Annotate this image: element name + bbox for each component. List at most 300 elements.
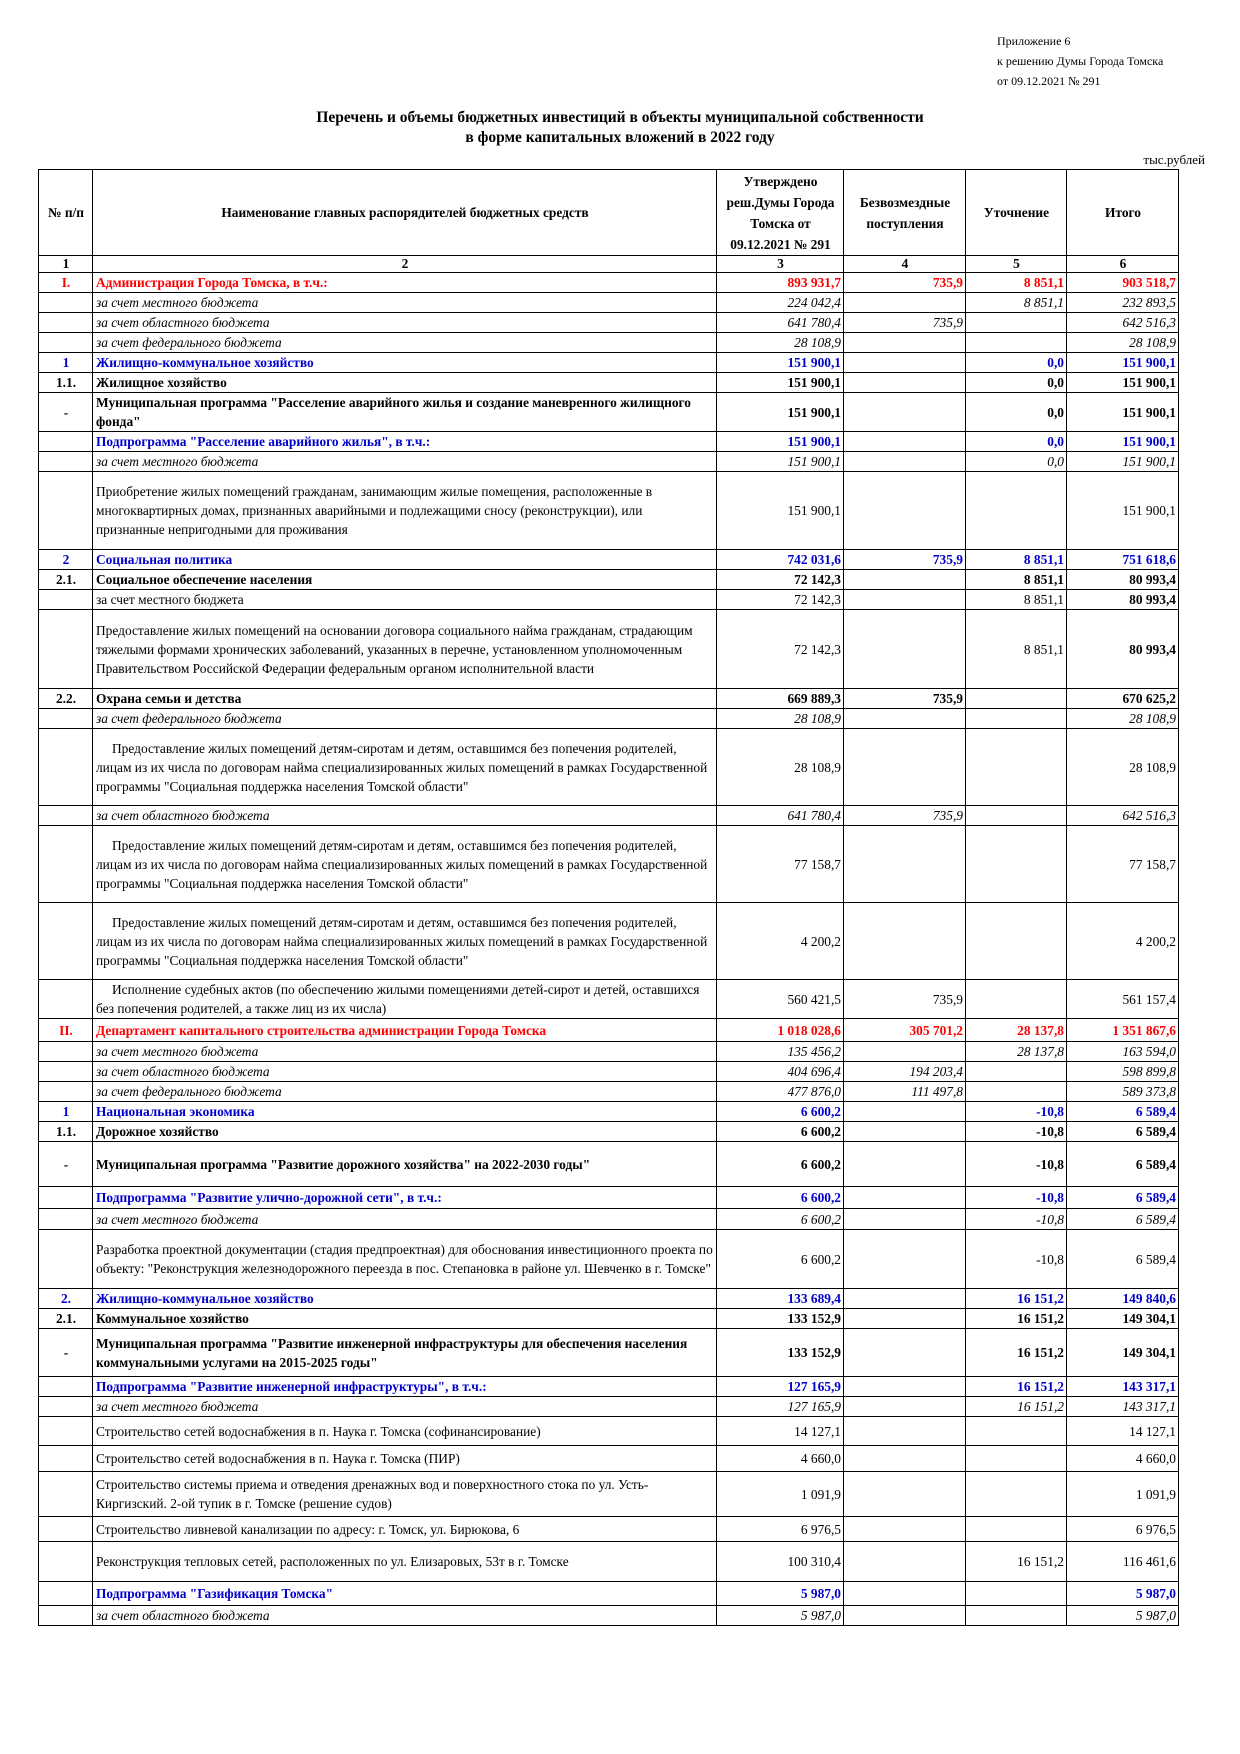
approved-cell: 100 310,4 <box>717 1542 844 1582</box>
clarification-cell: 0,0 <box>966 353 1067 373</box>
row-number-cell: - <box>39 1142 93 1187</box>
table-row <box>39 472 1179 550</box>
row-name-cell: Подпрограмма "Газификация Томска" <box>93 1582 717 1606</box>
gratuitous-cell <box>844 1517 966 1542</box>
row-name-cell: за счет федерального бюджета <box>93 1082 717 1102</box>
approved-cell: 28 108,9 <box>717 333 844 353</box>
approved-cell: 133 152,9 <box>717 1329 844 1377</box>
total-cell: 80 993,4 <box>1067 590 1179 610</box>
row-name-cell: Подпрограмма "Расселение аварийного жилья", в т.ч.: <box>93 432 717 452</box>
row-name-cell: Социальная политика <box>93 550 717 570</box>
clarification-cell: -10,8 <box>966 1102 1067 1122</box>
gratuitous-cell <box>844 1122 966 1142</box>
table-row <box>39 610 1179 689</box>
approved-cell: 1 091,9 <box>717 1472 844 1517</box>
total-cell: 6 589,4 <box>1067 1187 1179 1209</box>
clarification-cell: -10,8 <box>966 1209 1067 1230</box>
row-name-cell: за счет федерального бюджета <box>93 709 717 729</box>
row-number-cell <box>39 1397 93 1417</box>
row-number-cell <box>39 472 93 550</box>
approved-cell: 28 108,9 <box>717 709 844 729</box>
approved-cell: 477 876,0 <box>717 1082 844 1102</box>
total-cell: 151 900,1 <box>1067 472 1179 550</box>
header-approved: Утверждено реш.Думы Города Томска от 09.12.2021 № 291 <box>717 170 844 256</box>
approved-cell: 151 900,1 <box>717 393 844 432</box>
row-name-cell: Муниципальная программа "Развитие дорожного хозяйства" на 2022-2030 годы" <box>93 1142 717 1187</box>
row-number-cell <box>39 313 93 333</box>
approved-cell: 151 900,1 <box>717 452 844 472</box>
approved-cell: 224 042,4 <box>717 293 844 313</box>
row-name-cell: Жилищно-коммунальное хозяйство <box>93 353 717 373</box>
column-number: 1 <box>39 256 93 273</box>
row-number-cell <box>39 903 93 980</box>
approved-cell: 133 152,9 <box>717 1309 844 1329</box>
table-row <box>39 903 1179 980</box>
approved-cell: 135 456,2 <box>717 1042 844 1062</box>
clarification-cell: 16 151,2 <box>966 1289 1067 1309</box>
gratuitous-cell <box>844 1209 966 1230</box>
table-row <box>39 1142 1179 1187</box>
total-cell: 143 317,1 <box>1067 1397 1179 1417</box>
clarification-cell: 16 151,2 <box>966 1377 1067 1397</box>
row-number-cell <box>39 1082 93 1102</box>
appendix-line-1: Приложение 6 <box>997 34 1071 48</box>
total-cell: 77 158,7 <box>1067 826 1179 903</box>
gratuitous-cell <box>844 1582 966 1606</box>
gratuitous-cell <box>844 570 966 590</box>
row-number-cell: 1.1. <box>39 373 93 393</box>
column-number: 2 <box>93 256 717 273</box>
row-number-cell <box>39 709 93 729</box>
approved-cell: 72 142,3 <box>717 570 844 590</box>
gratuitous-cell <box>844 826 966 903</box>
table-row <box>39 689 1179 709</box>
total-cell: 642 516,3 <box>1067 806 1179 826</box>
table-row <box>39 570 1179 590</box>
row-name-cell: за счет областного бюджета <box>93 806 717 826</box>
row-name-cell: Приобретение жилых помещений гражданам, занимающим жилые помещения, расположенные в многоквартирных домах, признанных аварийными и подлежащими сносу (реконструкции), или признанные непригодными для проживания <box>93 472 717 550</box>
table-row <box>39 393 1179 432</box>
row-number-cell: II. <box>39 1019 93 1042</box>
gratuitous-cell <box>844 1417 966 1446</box>
header-name: Наименование главных распорядителей бюджетных средств <box>93 170 717 256</box>
total-cell: 14 127,1 <box>1067 1417 1179 1446</box>
row-name-cell: Департамент капитального строительства администрации Города Томска <box>93 1019 717 1042</box>
clarification-cell: -10,8 <box>966 1187 1067 1209</box>
approved-cell: 6 600,2 <box>717 1187 844 1209</box>
appendix-line-2: к решению Думы Города Томска <box>997 54 1164 68</box>
approved-cell: 127 165,9 <box>717 1377 844 1397</box>
approved-cell: 1 018 028,6 <box>717 1019 844 1042</box>
row-name-cell: за счет областного бюджета <box>93 313 717 333</box>
table-row <box>39 826 1179 903</box>
approved-cell: 641 780,4 <box>717 806 844 826</box>
total-cell: 149 304,1 <box>1067 1309 1179 1329</box>
total-cell: 1 351 867,6 <box>1067 1019 1179 1042</box>
table-row <box>39 590 1179 610</box>
approved-cell: 133 689,4 <box>717 1289 844 1309</box>
table-row <box>39 1329 1179 1377</box>
row-number-cell <box>39 980 93 1019</box>
gratuitous-cell <box>844 1102 966 1122</box>
table-row <box>39 550 1179 570</box>
row-name-cell: Жилищно-коммунальное хозяйство <box>93 1289 717 1309</box>
column-number: 4 <box>844 256 966 273</box>
gratuitous-cell: 735,9 <box>844 689 966 709</box>
table-row <box>39 1517 1179 1542</box>
table-row <box>39 1417 1179 1446</box>
clarification-cell: 16 151,2 <box>966 1329 1067 1377</box>
table-row <box>39 1289 1179 1309</box>
unit-label: тыс.рублей <box>1143 152 1205 167</box>
approved-cell: 151 900,1 <box>717 373 844 393</box>
row-number-cell: 1 <box>39 1102 93 1122</box>
table-row <box>39 1209 1179 1230</box>
clarification-cell <box>966 472 1067 550</box>
clarification-cell: 8 851,1 <box>966 570 1067 590</box>
total-cell: 232 893,5 <box>1067 293 1179 313</box>
row-number-cell: 2. <box>39 1289 93 1309</box>
row-name-cell: Национальная экономика <box>93 1102 717 1122</box>
table-row <box>39 1082 1179 1102</box>
row-name-cell: Подпрограмма "Развитие улично-дорожной сети", в т.ч.: <box>93 1187 717 1209</box>
gratuitous-cell <box>844 1377 966 1397</box>
row-name-cell: Строительство системы приема и отведения дренажных вод и поверхностного стока по ул. Усть-Киргизский. 2-ой тупик в г. Томске (решение судов) <box>93 1472 717 1517</box>
table-row <box>39 432 1179 452</box>
table-row <box>39 273 1179 293</box>
row-number-cell <box>39 1209 93 1230</box>
row-name-cell: Муниципальная программа "Расселение аварийного жилья и создание маневренного жилищного фонда" <box>93 393 717 432</box>
total-cell: 598 899,8 <box>1067 1062 1179 1082</box>
row-number-cell: - <box>39 393 93 432</box>
approved-cell: 6 600,2 <box>717 1122 844 1142</box>
gratuitous-cell <box>844 590 966 610</box>
clarification-cell: -10,8 <box>966 1230 1067 1289</box>
total-cell: 6 976,5 <box>1067 1517 1179 1542</box>
table-row <box>39 373 1179 393</box>
approved-cell: 72 142,3 <box>717 610 844 689</box>
gratuitous-cell <box>844 1606 966 1626</box>
header-total: Итого <box>1067 170 1179 256</box>
row-number-cell <box>39 806 93 826</box>
row-name-cell: за счет федерального бюджета <box>93 333 717 353</box>
clarification-cell <box>966 729 1067 806</box>
clarification-cell <box>966 1082 1067 1102</box>
approved-cell: 4 660,0 <box>717 1446 844 1472</box>
gratuitous-cell <box>844 1446 966 1472</box>
clarification-cell: -10,8 <box>966 1122 1067 1142</box>
total-cell: 149 840,6 <box>1067 1289 1179 1309</box>
clarification-cell <box>966 1446 1067 1472</box>
gratuitous-cell: 735,9 <box>844 550 966 570</box>
row-number-cell: - <box>39 1329 93 1377</box>
header-num: № п/п <box>39 170 93 256</box>
clarification-cell: 8 851,1 <box>966 273 1067 293</box>
gratuitous-cell <box>844 729 966 806</box>
table-row <box>39 1309 1179 1329</box>
total-cell: 28 108,9 <box>1067 333 1179 353</box>
clarification-cell: 8 851,1 <box>966 590 1067 610</box>
row-name-cell: за счет местного бюджета <box>93 590 717 610</box>
gratuitous-cell <box>844 1329 966 1377</box>
gratuitous-cell <box>844 1472 966 1517</box>
row-number-cell: 2.2. <box>39 689 93 709</box>
row-name-cell: за счет местного бюджета <box>93 1042 717 1062</box>
total-cell: 903 518,7 <box>1067 273 1179 293</box>
clarification-cell: 28 137,8 <box>966 1019 1067 1042</box>
total-cell: 4 200,2 <box>1067 903 1179 980</box>
row-number-cell <box>39 1542 93 1582</box>
gratuitous-cell: 735,9 <box>844 980 966 1019</box>
clarification-cell <box>966 1517 1067 1542</box>
approved-cell: 72 142,3 <box>717 590 844 610</box>
clarification-cell <box>966 333 1067 353</box>
table-row <box>39 1122 1179 1142</box>
clarification-cell <box>966 806 1067 826</box>
table-row <box>39 1042 1179 1062</box>
gratuitous-cell <box>844 393 966 432</box>
header-gratuitous: Безвозмездные поступления <box>844 170 966 256</box>
row-name-cell: Коммунальное хозяйство <box>93 1309 717 1329</box>
row-number-cell <box>39 1517 93 1542</box>
clarification-cell <box>966 1606 1067 1626</box>
approved-cell: 4 200,2 <box>717 903 844 980</box>
table-row <box>39 1472 1179 1517</box>
approved-cell: 151 900,1 <box>717 353 844 373</box>
total-cell: 151 900,1 <box>1067 432 1179 452</box>
appendix-note <box>997 31 1163 91</box>
row-number-cell: 1 <box>39 353 93 373</box>
row-name-cell: Социальное обеспечение населения <box>93 570 717 590</box>
clarification-cell <box>966 826 1067 903</box>
table-row <box>39 1446 1179 1472</box>
row-name-cell: Охрана семьи и детства <box>93 689 717 709</box>
gratuitous-cell: 305 701,2 <box>844 1019 966 1042</box>
row-name-cell: за счет местного бюджета <box>93 452 717 472</box>
row-name-cell: за счет местного бюджета <box>93 1209 717 1230</box>
total-cell: 151 900,1 <box>1067 353 1179 373</box>
total-cell: 5 987,0 <box>1067 1582 1179 1606</box>
row-number-cell <box>39 826 93 903</box>
row-number-cell: 2 <box>39 550 93 570</box>
title-line-1: Перечень и объемы бюджетных инвестиций в объекты муниципальной собственности <box>316 109 924 126</box>
column-number: 5 <box>966 256 1067 273</box>
table-row <box>39 452 1179 472</box>
row-name-cell: Подпрограмма "Развитие инженерной инфраструктуры", в т.ч.: <box>93 1377 717 1397</box>
header-clarification: Уточнение <box>966 170 1067 256</box>
gratuitous-cell <box>844 1187 966 1209</box>
row-number-cell <box>39 1377 93 1397</box>
gratuitous-cell <box>844 1289 966 1309</box>
row-name-cell: Предоставление жилых помещений детям-сиротам и детям, оставшимся без попечения родителей, лицам из их числа по договорам найма специализированных жилых помещений в рамках Государственной программы "Социальная поддержка населения Томской области" <box>93 903 717 980</box>
gratuitous-cell <box>844 1397 966 1417</box>
row-name-cell: Жилищное хозяйство <box>93 373 717 393</box>
table-row <box>39 729 1179 806</box>
row-name-cell: Администрация Города Томска, в т.ч.: <box>93 273 717 293</box>
total-cell: 4 660,0 <box>1067 1446 1179 1472</box>
document-title <box>0 108 1240 148</box>
row-number-cell <box>39 1187 93 1209</box>
total-cell: 589 373,8 <box>1067 1082 1179 1102</box>
appendix-line-3: от 09.12.2021 № 291 <box>997 74 1101 88</box>
row-number-cell <box>39 1606 93 1626</box>
row-name-cell: Предоставление жилых помещений детям-сиротам и детям, оставшимся без попечения родителей, лицам из их числа по договорам найма специализированных жилых помещений в рамках Государственной программы "Социальная поддержка населения Томской области" <box>93 729 717 806</box>
gratuitous-cell <box>844 373 966 393</box>
row-number-cell <box>39 452 93 472</box>
row-name-cell: Разработка проектной документации (стадия предпроектная) для обоснования инвестиционного проекта по объекту: "Реконструкция железнодорожного переезда в пос. Степановка в районе ул. Шевченко в г. Томске" <box>93 1230 717 1289</box>
clarification-cell: 0,0 <box>966 393 1067 432</box>
total-cell: 1 091,9 <box>1067 1472 1179 1517</box>
clarification-cell: 8 851,1 <box>966 293 1067 313</box>
approved-cell: 6 600,2 <box>717 1142 844 1187</box>
gratuitous-cell <box>844 472 966 550</box>
approved-cell: 127 165,9 <box>717 1397 844 1417</box>
row-number-cell <box>39 1062 93 1082</box>
column-number: 6 <box>1067 256 1179 273</box>
investment-table <box>38 169 1179 1626</box>
row-name-cell: Строительство ливневой канализации по адресу: г. Томск, ул. Бирюкова, 6 <box>93 1517 717 1542</box>
approved-cell: 404 696,4 <box>717 1062 844 1082</box>
approved-cell: 6 600,2 <box>717 1230 844 1289</box>
row-number-cell <box>39 590 93 610</box>
table-row <box>39 1230 1179 1289</box>
table-row <box>39 1397 1179 1417</box>
total-cell: 6 589,4 <box>1067 1209 1179 1230</box>
total-cell: 5 987,0 <box>1067 1606 1179 1626</box>
gratuitous-cell: 111 497,8 <box>844 1082 966 1102</box>
row-number-cell: 2.1. <box>39 1309 93 1329</box>
approved-cell: 77 158,7 <box>717 826 844 903</box>
total-cell: 6 589,4 <box>1067 1122 1179 1142</box>
row-number-cell <box>39 1472 93 1517</box>
table-row <box>39 806 1179 826</box>
gratuitous-cell: 735,9 <box>844 313 966 333</box>
gratuitous-cell <box>844 353 966 373</box>
clarification-cell <box>966 709 1067 729</box>
approved-cell: 6 976,5 <box>717 1517 844 1542</box>
table-row <box>39 293 1179 313</box>
row-number-cell <box>39 432 93 452</box>
table-row <box>39 1377 1179 1397</box>
clarification-cell <box>966 313 1067 333</box>
clarification-cell: 16 151,2 <box>966 1397 1067 1417</box>
total-cell: 151 900,1 <box>1067 373 1179 393</box>
gratuitous-cell <box>844 333 966 353</box>
table-row <box>39 1582 1179 1606</box>
table-row <box>39 313 1179 333</box>
total-cell: 28 108,9 <box>1067 709 1179 729</box>
clarification-cell: 16 151,2 <box>966 1542 1067 1582</box>
clarification-cell: 8 851,1 <box>966 550 1067 570</box>
total-cell: 6 589,4 <box>1067 1102 1179 1122</box>
approved-cell: 151 900,1 <box>717 432 844 452</box>
total-cell: 6 589,4 <box>1067 1230 1179 1289</box>
total-cell: 80 993,4 <box>1067 570 1179 590</box>
gratuitous-cell <box>844 293 966 313</box>
approved-cell: 641 780,4 <box>717 313 844 333</box>
gratuitous-cell: 194 203,4 <box>844 1062 966 1082</box>
row-number-cell <box>39 1230 93 1289</box>
gratuitous-cell: 735,9 <box>844 806 966 826</box>
gratuitous-cell: 735,9 <box>844 273 966 293</box>
approved-cell: 28 108,9 <box>717 729 844 806</box>
gratuitous-cell <box>844 432 966 452</box>
row-number-cell <box>39 1417 93 1446</box>
row-number-cell: 1.1. <box>39 1122 93 1142</box>
approved-cell: 151 900,1 <box>717 472 844 550</box>
row-name-cell: за счет местного бюджета <box>93 293 717 313</box>
table-row <box>39 1187 1179 1209</box>
total-cell: 80 993,4 <box>1067 610 1179 689</box>
row-name-cell: за счет областного бюджета <box>93 1062 717 1082</box>
row-name-cell: Предоставление жилых помещений детям-сиротам и детям, оставшимся без попечения родителей, лицам из их числа по договорам найма специализированных жилых помещений в рамках Государственной программы "Социальная поддержка населения Томской области" <box>93 826 717 903</box>
total-cell: 149 304,1 <box>1067 1329 1179 1377</box>
gratuitous-cell <box>844 610 966 689</box>
total-cell: 116 461,6 <box>1067 1542 1179 1582</box>
row-number-cell: 2.1. <box>39 570 93 590</box>
row-number-cell <box>39 610 93 689</box>
approved-cell: 560 421,5 <box>717 980 844 1019</box>
approved-cell: 14 127,1 <box>717 1417 844 1446</box>
row-name-cell: за счет местного бюджета <box>93 1397 717 1417</box>
row-name-cell: Исполнение судебных актов (по обеспечению жилыми помещениями детей-сирот и детей, оставшихся без попечения родителей, а также лиц из их числа) <box>93 980 717 1019</box>
row-number-cell <box>39 729 93 806</box>
total-cell: 28 108,9 <box>1067 729 1179 806</box>
total-cell: 151 900,1 <box>1067 393 1179 432</box>
total-cell: 143 317,1 <box>1067 1377 1179 1397</box>
approved-cell: 742 031,6 <box>717 550 844 570</box>
gratuitous-cell <box>844 1042 966 1062</box>
row-name-cell: Строительство сетей водоснабжения в п. Наука г. Томска (софинансирование) <box>93 1417 717 1446</box>
clarification-cell <box>966 1472 1067 1517</box>
column-number: 3 <box>717 256 844 273</box>
gratuitous-cell <box>844 452 966 472</box>
clarification-cell: 16 151,2 <box>966 1309 1067 1329</box>
row-name-cell: Дорожное хозяйство <box>93 1122 717 1142</box>
row-name-cell: Реконструкция тепловых сетей, расположенных по ул. Елизаровых, 53т в г. Томске <box>93 1542 717 1582</box>
gratuitous-cell <box>844 1230 966 1289</box>
table-row <box>39 1019 1179 1042</box>
row-number-cell <box>39 1446 93 1472</box>
approved-cell: 6 600,2 <box>717 1102 844 1122</box>
total-cell: 751 618,6 <box>1067 550 1179 570</box>
total-cell: 151 900,1 <box>1067 452 1179 472</box>
approved-cell: 893 931,7 <box>717 273 844 293</box>
clarification-cell: 0,0 <box>966 373 1067 393</box>
clarification-cell <box>966 903 1067 980</box>
clarification-cell <box>966 1062 1067 1082</box>
table-row <box>39 1062 1179 1082</box>
table-row <box>39 1606 1179 1626</box>
table-body <box>39 273 1179 1626</box>
gratuitous-cell <box>844 1542 966 1582</box>
total-cell: 561 157,4 <box>1067 980 1179 1019</box>
row-number-cell <box>39 1582 93 1606</box>
table-row <box>39 1102 1179 1122</box>
table-row <box>39 709 1179 729</box>
total-cell: 670 625,2 <box>1067 689 1179 709</box>
clarification-cell <box>966 689 1067 709</box>
clarification-cell: 8 851,1 <box>966 610 1067 689</box>
clarification-cell: 28 137,8 <box>966 1042 1067 1062</box>
approved-cell: 5 987,0 <box>717 1606 844 1626</box>
gratuitous-cell <box>844 1142 966 1187</box>
gratuitous-cell <box>844 903 966 980</box>
table-row <box>39 980 1179 1019</box>
clarification-cell: 0,0 <box>966 452 1067 472</box>
table-row <box>39 333 1179 353</box>
row-number-cell <box>39 333 93 353</box>
